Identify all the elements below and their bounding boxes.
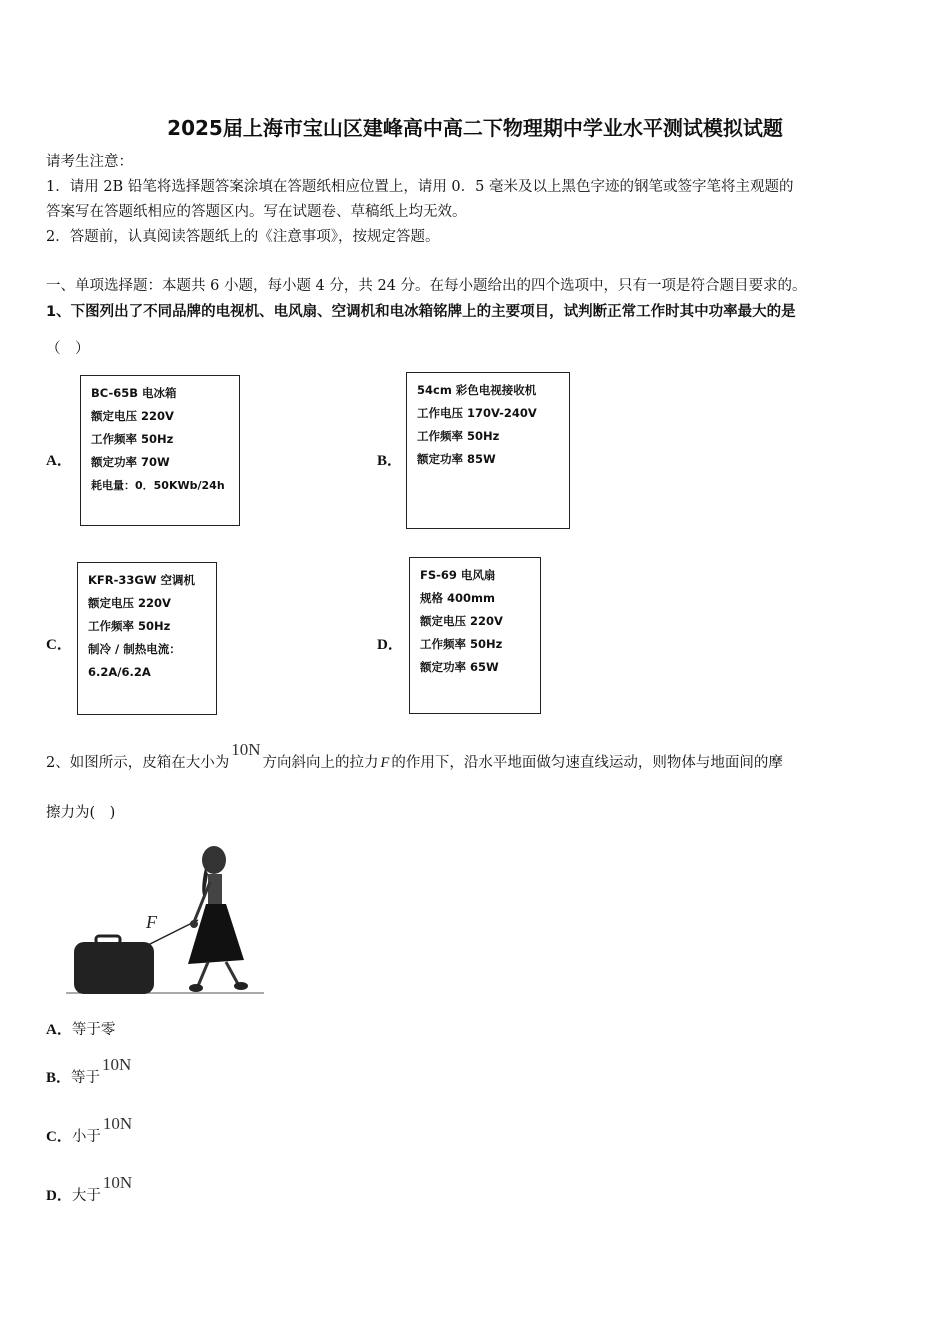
q2-option-a-text: 等于零 — [71, 1022, 116, 1038]
q1-plate-b — [406, 372, 570, 529]
q2-option-b-text: 等于 — [71, 1070, 101, 1086]
plate-line: 额定功率 65W — [420, 660, 499, 674]
girl-hand — [190, 920, 198, 928]
plate-line: 额定电压 220V — [91, 409, 174, 423]
q1-option-c-label[interactable]: C． — [46, 637, 72, 653]
plate-line: KFR-33GW 空调机 — [88, 573, 196, 587]
suitcase-handle — [96, 936, 120, 944]
plate-line: 额定功率 85W — [417, 452, 496, 466]
q2-option-c-text: 小于 — [71, 1129, 101, 1145]
q2-stem-line1 — [46, 740, 783, 773]
plate-line: 工作频率 50Hz — [420, 637, 503, 651]
q2-option-d-label: D． — [46, 1188, 72, 1204]
q2-option-b-value: 10N — [102, 1055, 132, 1074]
girl-leg-right — [226, 962, 238, 984]
q2-force-variable: F — [380, 755, 390, 771]
q2-option-d[interactable] — [46, 1173, 133, 1206]
q1-stem: 1、下图列出了不同品牌的电视机、电风扇、空调机和电冰箱铭牌上的主要项目，试判断正常工作时其中功率最大的是 — [46, 304, 796, 320]
q1-option-d-label[interactable]: D． — [377, 637, 403, 653]
page-title: 2025届上海市宝山区建峰高中高二下物理期中学业水平测试模拟试题 — [167, 116, 783, 140]
q2-figure — [66, 838, 266, 1004]
plate-line: 额定功率 70W — [91, 455, 170, 469]
force-label: F — [146, 912, 157, 932]
q2-option-a[interactable] — [46, 1020, 115, 1040]
q2-option-c-value: 10N — [102, 1114, 133, 1133]
notice-line-2: 答案写在答题纸相应的答题区内。写在试题卷、草稿纸上均无效。 — [46, 204, 467, 220]
plate-line: 规格 400mm — [420, 591, 495, 605]
q2-force-value: 10N — [231, 740, 261, 759]
girl-leg-left — [198, 962, 208, 986]
notice-line-1: 1．请用 2B 铅笔将选择题答案涂填在答题纸相应位置上，请用 0．5 毫米及以上黑色字迹的钢笔或签字笔将主观题的 — [46, 179, 794, 195]
plate-line: BC-65B 电冰箱 — [91, 386, 177, 400]
plate-line: 工作频率 50Hz — [88, 619, 171, 633]
q1-option-a-label[interactable]: A． — [46, 453, 72, 469]
q2-option-c[interactable] — [46, 1114, 133, 1147]
q2-option-b[interactable] — [46, 1055, 132, 1088]
q2-option-d-text: 大于 — [71, 1188, 101, 1204]
q2-stem-part-b: 方向斜向上的拉力 — [262, 755, 379, 771]
plate-line: FS-69 电风扇 — [420, 568, 496, 582]
q1-option-b-label[interactable]: B． — [377, 453, 403, 469]
girl-shoe-left — [189, 984, 203, 992]
notice-line-3: 2．答题前，认真阅读答题纸上的《注意事项》，按规定答题。 — [46, 229, 440, 245]
q2-stem-part-c: 的作用下，沿水平地面做匀速直线运动，则物体与地面间的摩 — [391, 755, 783, 771]
q2-option-c-label: C． — [46, 1129, 72, 1145]
q1-paren: （ ） — [46, 341, 90, 357]
q2-stem-part-a: 2、如图所示，皮箱在大小为 — [46, 755, 230, 771]
plate-line: 54cm 彩色电视接收机 — [417, 383, 537, 397]
q1-plate-c — [77, 562, 217, 715]
q2-option-a-label: A． — [46, 1022, 72, 1038]
girl-torso — [208, 874, 222, 904]
q1-plate-d — [409, 557, 541, 714]
plate-line: 6.2A/6.2A — [88, 665, 151, 679]
plate-line: 工作频率 50Hz — [417, 429, 500, 443]
plate-line: 耗电量：0．50KWb/24h — [91, 479, 225, 492]
plate-line: 制冷 / 制热电流： — [88, 642, 181, 656]
plate-line: 工作频率 50Hz — [91, 432, 174, 446]
section-heading: 一、单项选择题：本题共 6 小题，每小题 4 分，共 24 分。在每小题给出的四个选项中，只有一项是符合题目要求的。 — [46, 278, 807, 294]
q2-option-d-value: 10N — [102, 1173, 133, 1192]
plate-line: 额定电压 220V — [420, 614, 503, 628]
plate-line: 额定电压 220V — [88, 596, 171, 610]
plate-line: 工作电压 170V-240V — [417, 406, 537, 420]
notice-heading: 请考生注意： — [46, 154, 133, 170]
q2-option-b-label: B． — [46, 1070, 72, 1086]
girl-shoe-right — [234, 982, 248, 990]
q1-plate-a — [80, 375, 240, 526]
suitcase — [74, 942, 154, 994]
q2-stem-line2: 擦力为( ) — [46, 805, 116, 821]
